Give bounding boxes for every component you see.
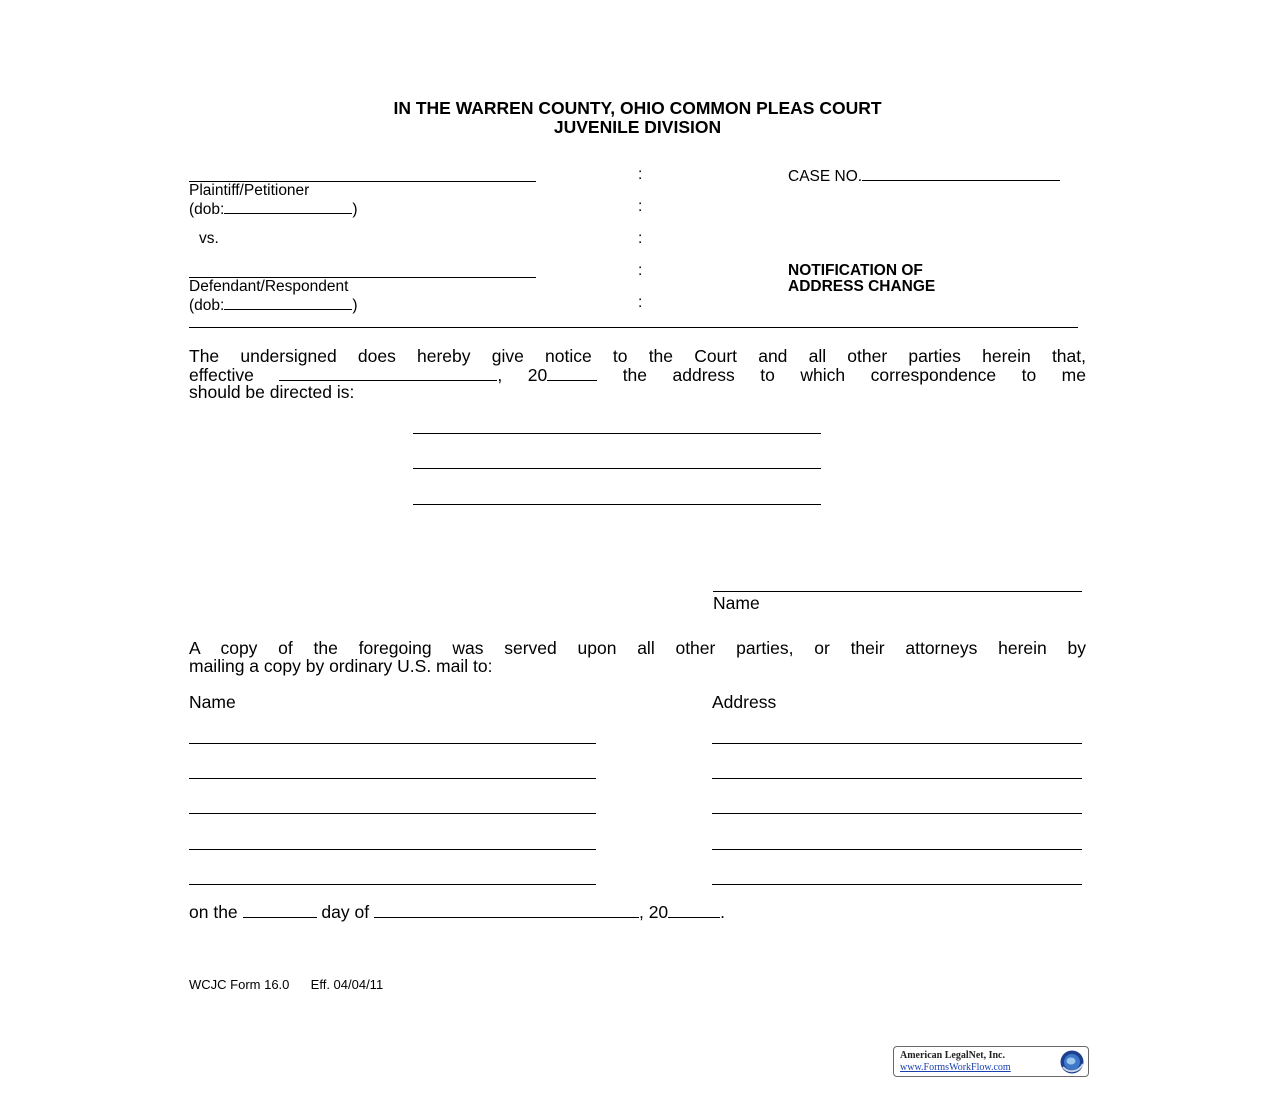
caption-colon: : xyxy=(638,198,643,215)
service-paragraph xyxy=(189,640,1086,675)
service-year-field[interactable] xyxy=(668,903,720,918)
case-no-field[interactable] xyxy=(862,166,1060,181)
address-line-1[interactable] xyxy=(413,433,821,434)
address-line-2[interactable] xyxy=(413,468,821,469)
publisher-logo[interactable] xyxy=(893,1046,1089,1077)
defendant-dob-prefix: (dob: xyxy=(189,297,225,314)
service-address-line[interactable] xyxy=(712,743,1082,744)
service-name-header: Name xyxy=(189,692,236,712)
defendant-dob xyxy=(189,295,358,315)
form-effective-date: Eff. 04/04/11 xyxy=(310,977,384,992)
address-clause: the address to which correspondence to me xyxy=(622,364,1086,385)
globe-icon xyxy=(1059,1049,1085,1075)
notice-paragraph xyxy=(189,348,1086,402)
caption-colon: : xyxy=(638,294,643,311)
notice-title-line2: ADDRESS CHANGE xyxy=(788,278,936,295)
on-the-label: on the xyxy=(189,902,238,922)
effective-date-field[interactable] xyxy=(279,366,497,381)
defendant-dob-suffix: ) xyxy=(352,297,358,314)
notice-line-1: The undersigned does hereby give notice to the Court and all other parties herein that, xyxy=(189,346,1086,366)
plaintiff-dob-field[interactable] xyxy=(224,199,352,214)
service-address-header: Address xyxy=(712,692,777,712)
plaintiff-dob-suffix: ) xyxy=(352,201,358,218)
year-prefix: , 20 xyxy=(638,902,669,922)
effective-year-field[interactable] xyxy=(547,366,597,381)
defendant-label: Defendant/Respondent xyxy=(189,278,349,295)
form-id: WCJC Form 16.0 xyxy=(189,977,290,992)
publisher-url[interactable]: www.FormsWorkFlow.com xyxy=(900,1062,1011,1073)
signature-name-label: Name xyxy=(713,593,760,613)
caption-divider xyxy=(189,327,1078,328)
case-no-label: CASE NO. xyxy=(788,168,863,185)
service-address-line[interactable] xyxy=(712,849,1082,850)
plaintiff-dob-prefix: (dob: xyxy=(189,201,225,218)
caption-colon: : xyxy=(638,230,643,247)
service-line-1: A copy of the foregoing was served upon all other parties, or their attorneys herein by xyxy=(189,638,1086,658)
service-day-field[interactable] xyxy=(243,903,317,918)
caption-colon: : xyxy=(638,166,643,183)
division-title: JUVENILE DIVISION xyxy=(553,117,722,137)
date-period: . xyxy=(720,902,726,922)
service-address-line[interactable] xyxy=(712,813,1082,814)
form-footer xyxy=(189,977,383,992)
service-name-line[interactable] xyxy=(189,813,596,814)
service-name-line[interactable] xyxy=(189,743,596,744)
notice-line-3: should be directed is: xyxy=(189,382,355,402)
defendant-dob-field[interactable] xyxy=(224,295,352,310)
address-line-3[interactable] xyxy=(413,504,821,505)
court-title: IN THE WARREN COUNTY, OHIO COMMON PLEAS COURT xyxy=(393,98,882,118)
plaintiff-label: Plaintiff/Petitioner xyxy=(189,182,310,199)
notice-title-line1: NOTIFICATION OF xyxy=(788,262,923,279)
service-month-field[interactable] xyxy=(374,903,639,918)
plaintiff-dob xyxy=(189,199,358,219)
service-date-line xyxy=(189,902,725,923)
effective-label: effective xyxy=(189,364,254,385)
service-name-line[interactable] xyxy=(189,778,596,779)
service-address-line[interactable] xyxy=(712,778,1082,779)
caption-colon: : xyxy=(638,262,643,279)
year-prefix: , 20 xyxy=(497,364,548,385)
case-number xyxy=(788,166,1060,186)
service-line-2: mailing a copy by ordinary U.S. mail to: xyxy=(189,655,493,676)
day-of-label: day of xyxy=(321,902,370,922)
service-address-line[interactable] xyxy=(712,884,1082,885)
publisher-name: American LegalNet, Inc. xyxy=(900,1050,1005,1061)
vs-label: vs. xyxy=(199,230,219,247)
signature-line[interactable] xyxy=(713,591,1082,592)
service-name-line[interactable] xyxy=(189,884,596,885)
service-name-line[interactable] xyxy=(189,849,596,850)
